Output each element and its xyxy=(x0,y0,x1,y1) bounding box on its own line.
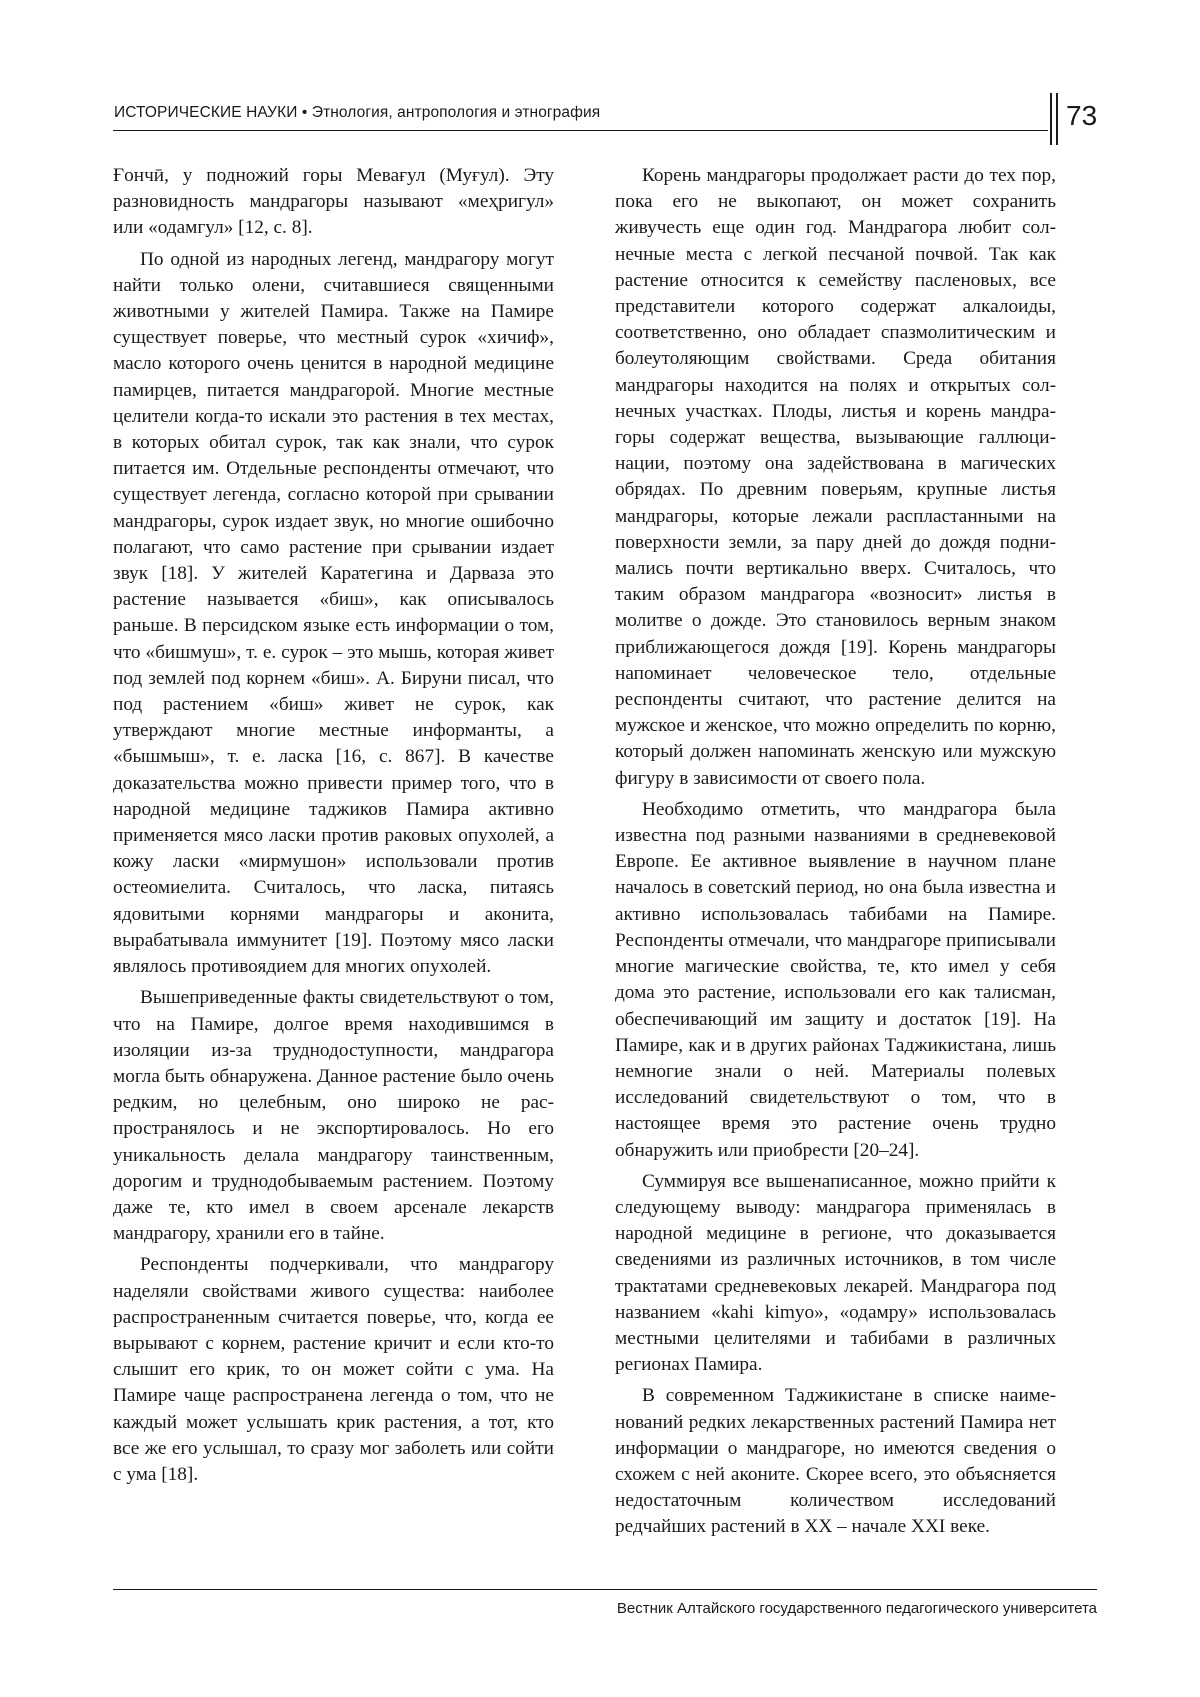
running-header xyxy=(113,100,1048,131)
journal-title: Вестник Алтайского государственного педагогического университета xyxy=(616,1600,1097,1617)
paragraph: Корень мандрагоры продолжает расти до тех пор, пока его не выкопают, он может сохранить живучесть еще один год. Мандрагора любит солнечные места с легкой песчаной почвой. Так как растение относится к семейству пасленовых, все представители которого содержат алкалоиды, соответственно, оно обладает спазмолитическим и болеутоляющим свойствами. Среда обитания мандрагоры находится на полях и открытых солнечных участках. Плоды, листья и корень мандрагоры содержат вещества, вызывающие галлюцинации, поэтому она задействована в магических обрядах. По древним поверьям, крупные листья мандрагоры, которые лежали распластанными на поверхности земли, за пару дней до дождя поднимались почти вертикально вверх. Считалось, что таким образом мандрагора «возносит» листья в молитве о дожде. Это становилось верным знаком приближающегося дождя [19]. Корень мандрагоры напоминает человеческое тело, отдельные респонденты считают, что растение делится на мужское и женское, что можно определить по корню, который должен напоминать женскую или мужскую фигуру в зависимости от своего пола. xyxy=(615,165,1056,789)
header-divider-bar xyxy=(1056,93,1058,145)
paragraph: Суммируя все вышенаписанное, можно прийти к следующему выводу: мандрагора применялась в народной медицине в регионе, что доказывается сведениями из различных источников, в том числе трактатами средневековых лекарей. Мандрагора под названием «kahi kimyo», «одамру» использовалась местными целителями и табибами в различных регионах Памира. xyxy=(615,1170,1056,1376)
header-separator: • xyxy=(297,104,312,121)
paragraph: Респонденты подчеркивали, что мандрагору наделяли свойствами живого существа: наиболее распространенным считается поверье, что, когда ее вырывают с корнем, растение кричит и если кто-то слышит его крик, то он может сойти с ума. На Памире чаще распространена легенда о том, что не каждый может услышать крик растения, а тот, кто все же его услышал, то сразу мог заболеть или сойти с ума [18]. xyxy=(113,1254,554,1485)
header-rubric: ИСТОРИЧЕСКИЕ НАУКИ xyxy=(114,104,298,121)
paragraph: По одной из народных легенд, мандрагору могут найти только олени, считавшиеся священными животными у жителей Памира. Также на Памире существует поверье, что местный сурок «хичиф», масло которого очень ценится в народной медицине памирцев, питается мандрагорой. Многие местные целители когда-то искали это растения в тех местах, в которых обитал сурок, так как знали, что сурок питается им. Отдельные респонденты отмечают, что существует легенда, согласно которой при срывании мандрагоры, сурок издает звук, но многие ошибочно полагают, что само растение при срывании издает звук [18]. У жителей Каратегина и Дарваза это растение называется «биш», как описывалось раньше. В персидском языке есть информации о том, что «бишмуш», т. е. сурок – это мышь, которая живет под землей под корнем «биш». А. Бируни писал, что под растением «биш» живет не сурок, как утверждают многие местные информанты, а «бышмыш», т. е. ласка [16, с. 867]. В качестве доказательства можно привести пример того, что в народной медицине таджиков Памира активно применяется мясо ласки против раковых опухолей, а кожу ласки «мирмушон» использовали против остеомиелита. Считалось, что ласка, питаясь ядовитыми корнями мандрагоры и аконита, вырабатывала иммунитет [19]. Поэтому мясо ласки являлось противоядием для многих опухолей. xyxy=(113,248,554,978)
paragraph: Ғончӣ, у подножий горы Мевағул (Муғул). Эту разновидность мандрагоры называют «меҳригул» или «одамгул» [12, с. 8]. xyxy=(113,165,554,239)
left-column xyxy=(113,163,554,1493)
header-section: Этнология, антропология и этнография xyxy=(311,104,601,121)
right-column xyxy=(615,163,1056,1546)
paragraph: В современном Таджикистане в списке наименований редких лекарственных растений Памира нет информации о мандрагоре, но имеются сведения о схожем с ней аконите. Скорее всего, это объясняется недостаточным количеством исследований редчайших растений в XX – начале XXI веке. xyxy=(615,1385,1056,1538)
paragraph: Необходимо отметить, что мандрагора была известна под разными названиями в средневековой Европе. Ее активное выявление в научном плане началось в советский период, но она была известна и активно использовалась табибами на Памире. Респонденты отмечали, что мандрагоре приписывали многие магические свойства, те, кто имел у себя дома это растение, использовали его как талисман, обеспечивающий им защиту и достаток [19]. На Памире, как и в других районах Таджикистана, лишь немногие знали о ней. Материалы полевых исследований свидетельствуют о том, что в настоящее время это растение очень трудно обнаружить или приобрести [20–24]. xyxy=(615,798,1056,1161)
header-divider-bar xyxy=(1050,93,1052,145)
header-text xyxy=(114,104,600,122)
running-footer xyxy=(113,1589,1097,1617)
page-number: 73 xyxy=(1066,100,1098,131)
paragraph: Вышеприведенные факты свидетельствуют о том, что на Памире, долгое время находившимся в изоляции из-за труднодоступности, мандрагора могла быть обнаружена. Данное растение было очень редким, но целебным, оно широко не распространялось и не экспортировалось. Но его уникальность делала мандрагору таинственным, дорогим и труднодобываемым растением. Поэтому даже те, кто имел в своем арсенале лекарств мандрагору, хранили его в тайне. xyxy=(113,987,554,1245)
